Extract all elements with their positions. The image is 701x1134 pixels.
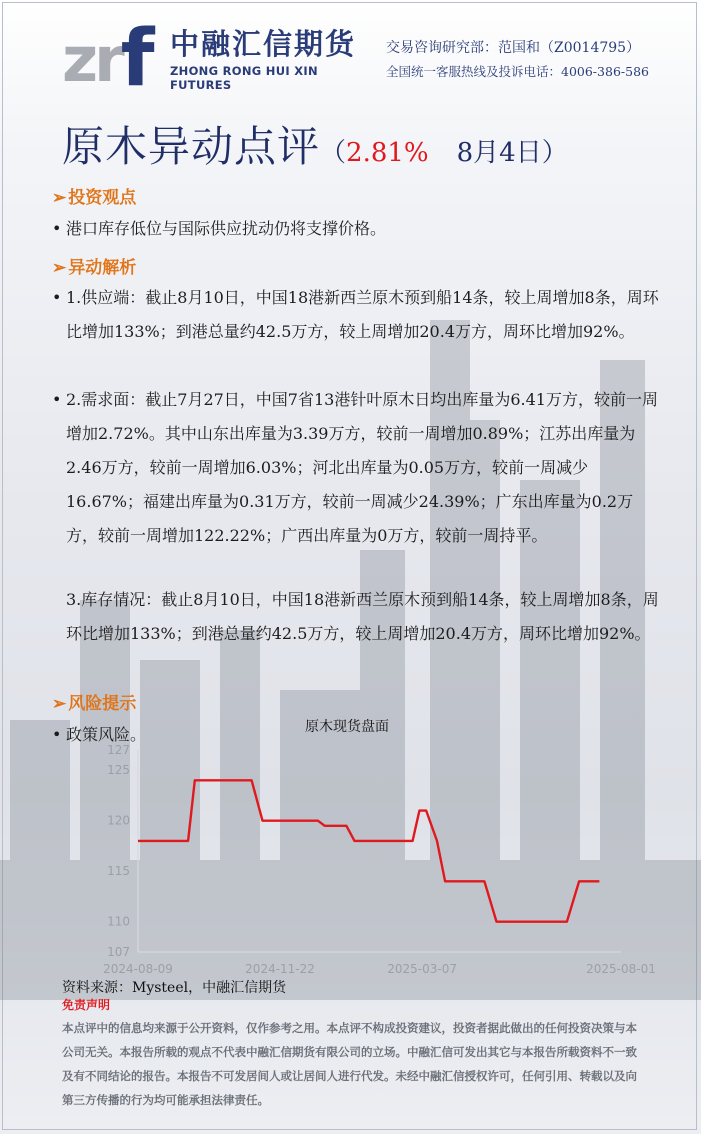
title-main: 原木异动点评 (62, 122, 321, 171)
company-logo (62, 14, 380, 104)
y-tick-label: 125 (107, 763, 130, 778)
bullet-icon: • (52, 219, 62, 238)
title-change-pct: 2.81% (346, 138, 429, 168)
investment-view-text: • 港口库存低位与国际供应扰动仍将支撑价格。 (52, 212, 662, 246)
y-tick-label: 127 (107, 743, 130, 757)
bullet-icon: • (52, 288, 62, 307)
logo-chinese-name: 中融汇信期货 (170, 27, 357, 61)
risk-text: • 政策风险。 (52, 718, 172, 752)
x-tick-label: 2024-11-22 (245, 962, 315, 976)
price-chart (86, 740, 656, 980)
x-tick-label: 2025-03-07 (387, 962, 457, 976)
arrow-icon: ➢ (52, 694, 67, 714)
research-contact: 交易咨询研究部：范国和（Z0014795） (386, 40, 641, 56)
arrow-icon: ➢ (52, 258, 67, 278)
arrow-icon: ➢ (52, 188, 67, 208)
section-investment-view: ➢ 投资观点 (52, 188, 137, 208)
price-series-line (138, 780, 599, 921)
hotline-contact: 全国统一客服热线及投诉电话：4006-386-586 (386, 64, 649, 79)
chart-ticks (103, 743, 656, 976)
disclaimer-text: 本点评中的信息均来源于公开资料，仅作参考之用。本点评不构成投资建议，投资者据此做出的任何投资决策与本公司无关。本报告所载的观点不代表中融汇信期货有限公司的立场。中融汇信可发出其它与本报告所载资料不一致及有不同结论的报告。本报告不可发居间人或让居间人进行代发。未经中融汇信授权许可，任何引用、转载以及向第三方传播的行为均可能承担法律责任。 (62, 1021, 637, 1107)
title-paren-open: （ (320, 138, 347, 168)
y-tick-label: 110 (107, 914, 130, 929)
analysis-supply: • 1.供应端：截止8月10日，中国18港新西兰原木预到船14条，较上周增加8条，周环比增加133%；到港总量约42.5万方，较上周增加20.4万方，周环比增加92%。 (52, 281, 662, 349)
y-tick-label: 115 (107, 864, 130, 879)
y-tick-label: 120 (107, 813, 130, 828)
logo-english-name: ZHONG RONG HUI XIN FUTURES (170, 64, 318, 92)
bullet-icon: • (52, 725, 62, 744)
title-date: 8月4日 (456, 138, 542, 168)
contact-info (386, 36, 649, 84)
chart-title: 原木现货盘面 (305, 719, 389, 735)
x-tick-label: 2025-08-01 (586, 962, 656, 976)
title-paren-close: ） (541, 138, 568, 168)
bullet-icon: • (52, 390, 62, 409)
logo-mark: zrf (62, 14, 151, 104)
report-title (62, 114, 568, 170)
section-risk: ➢ 风险提示 (52, 694, 137, 714)
disclaimer-title: 免责声明 (62, 998, 111, 1012)
analysis-demand: • 2.需求面：截止7月27日，中国7省13港针叶原木日均出库量为6.41万方，较前一周增加2.72%。其中山东出库量为3.39万方，较前一周增加0.89%；江苏出库量为2.46万方，较前一周增加6.03%；河北出库量为0.05万方，较前一周减少16.67%；福建出库量为0.31万方，较前一周减少24.39%；广东出库量为0.2万方，较前一周增加122.22%；广西出库量为0万方，较前一周持平。 (52, 383, 662, 553)
y-tick-label: 107 (107, 945, 130, 959)
data-source: 资料来源：Mysteel，中融汇信期货 (62, 980, 287, 996)
x-tick-label: 2024-08-09 (103, 962, 173, 976)
section-analysis: ➢ 异动解析 (52, 258, 137, 278)
analysis-inventory: 3.库存情况：截止8月10日，中国18港新西兰原木预到船14条，较上周增加8条，周环比增加133%；到港总量约42.5万方，较上周增加20.4万方，周环比增加92%。 (66, 590, 659, 643)
